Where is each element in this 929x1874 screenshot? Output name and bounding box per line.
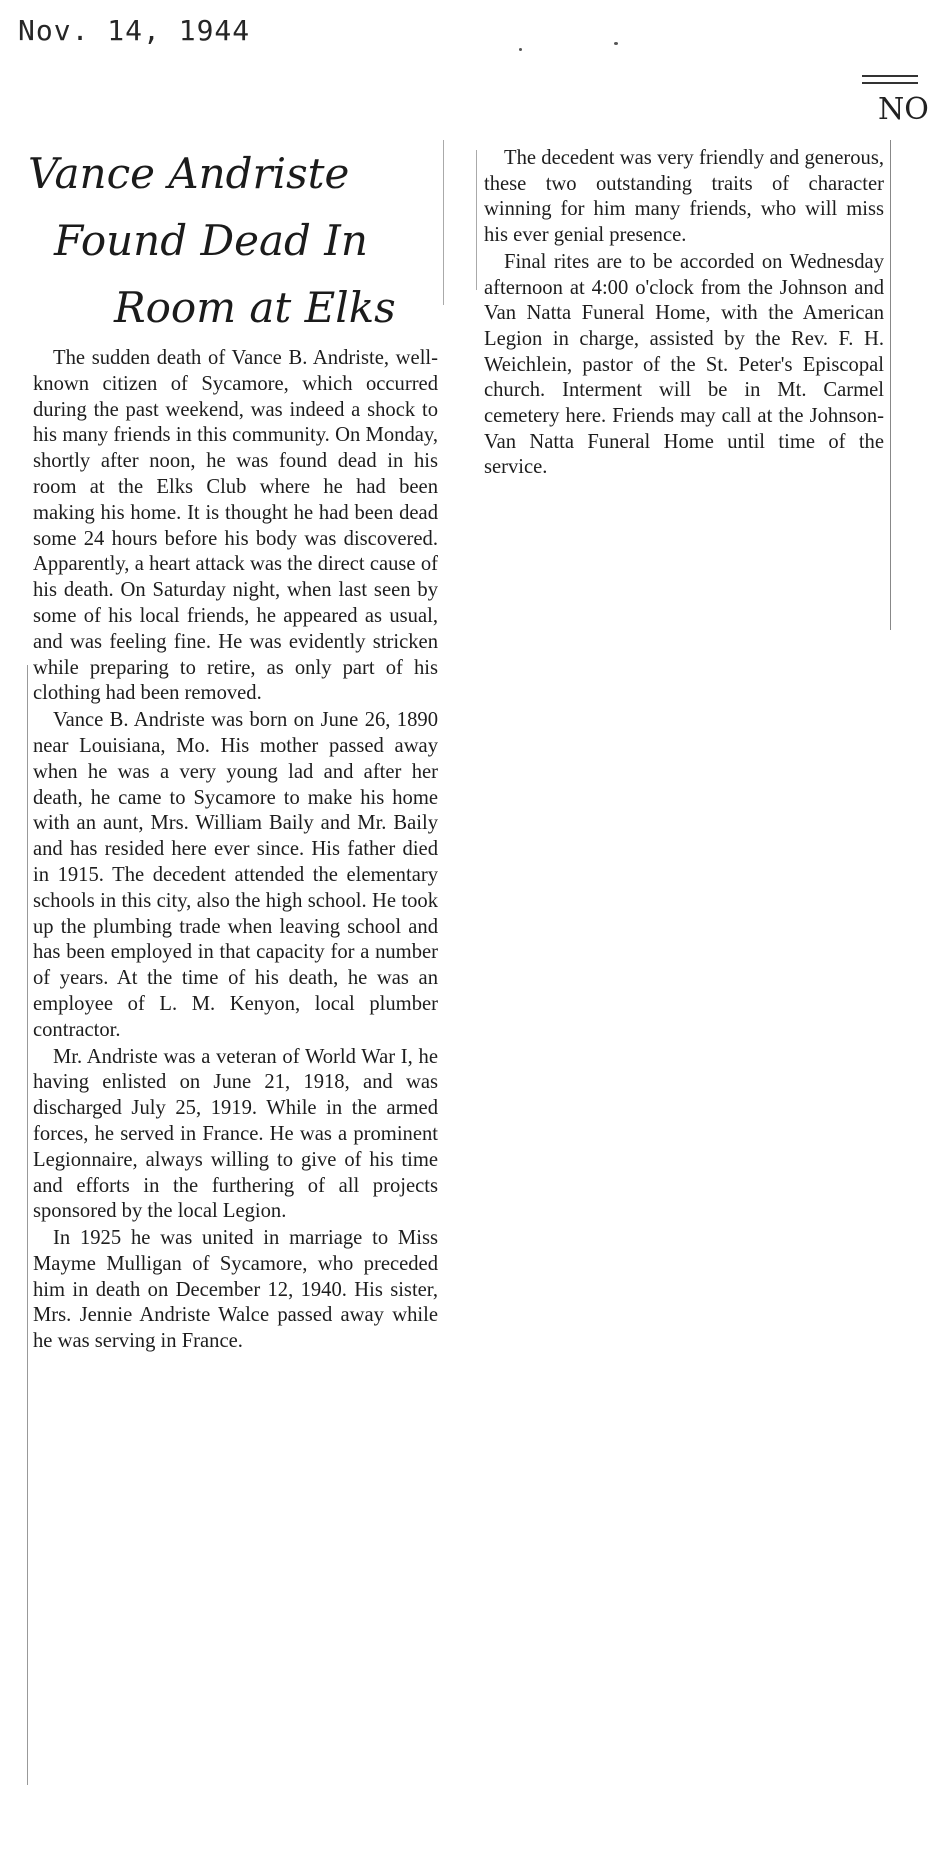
cropped-masthead-text: NO [878, 92, 929, 127]
clipping-date: Nov. 14, 1944 [18, 14, 251, 47]
ink-speck [614, 42, 618, 45]
masthead-rule-lower [862, 82, 918, 84]
masthead-rule [862, 75, 918, 77]
headline-line-3: Room at Elks [114, 283, 396, 332]
headline-line-2: Found Dead In [54, 216, 368, 265]
article-paragraph: Mr. Andriste was a veteran of World War I, he having enlisted on June 21, 1918, and was discharged July 25, 1919. While in the armed forces, he served in France. He was a prominent Legionnaire, always willing to give of his time and efforts in the furthering of all projects sponsored by the local Legion. [33, 1045, 438, 1223]
column-rule [27, 665, 28, 1785]
ink-speck [519, 48, 522, 51]
article-paragraph: Vance B. Andriste was born on June 26, 1890 near Louisiana, Mo. His mother passed away when he was a very young lad and after her death, he came to Sycamore to make his home with an aunt, Mrs. William Baily and Mr. Baily and has resided here ever since. His father died in 1915. The decedent attended the elementary schools in this city, also the high school. He took up the plumbing trade when leaving school and has been employed in that capacity for a number of years. At the time of his death, he was an employee of L. M. Kenyon, local plumber contractor. [33, 709, 438, 1041]
article-paragraph: In 1925 he was united in marriage to Miss Mayme Mulligan of Sycamore, who preceded him in death on December 12, 1940. His sister, Mrs. Jennie Andriste Walce passed away while he was serving in France. [33, 1227, 438, 1353]
article-paragraph: The decedent was very friendly and generous, these two outstanding traits of character winning for him many friends, who will miss his ever genial presence. [484, 147, 884, 247]
headline-line-1: Vance Andriste [28, 149, 350, 198]
column-rule [443, 140, 444, 305]
article-left-column [33, 346, 438, 1356]
column-rule [476, 150, 477, 290]
article-paragraph: The sudden death of Vance B. Andriste, well-known citizen of Sycamore, which occurred during the past weekend, was indeed a shock to his many friends in this community. On Monday, shortly after noon, he was found dead in his room at the Elks Club where he had been making his home. It is thought he had been dead some 24 hours before his body was discovered. Apparently, a heart attack was the direct cause of his death. On Saturday night, when last seen by some of his local friends, he appeared as usual, and was feeling fine. He was evidently stricken while preparing to retire, as only part of his clothing had been removed. [33, 347, 438, 705]
column-rule [890, 140, 891, 630]
article-paragraph: Final rites are to be accorded on Wednesday afternoon at 4:00 o'clock from the Johnson and Van Natta Funeral Home, with the American Legion in charge, assisted by the Rev. F. H. Weichlein, pastor of the St. Peter's Episcopal church. Interment will be in Mt. Carmel cemetery here. Friends may call at the Johnson-Van Natta Funeral Home until time of the service. [484, 250, 884, 479]
article-right-column [484, 146, 884, 482]
article-headline [22, 140, 442, 341]
